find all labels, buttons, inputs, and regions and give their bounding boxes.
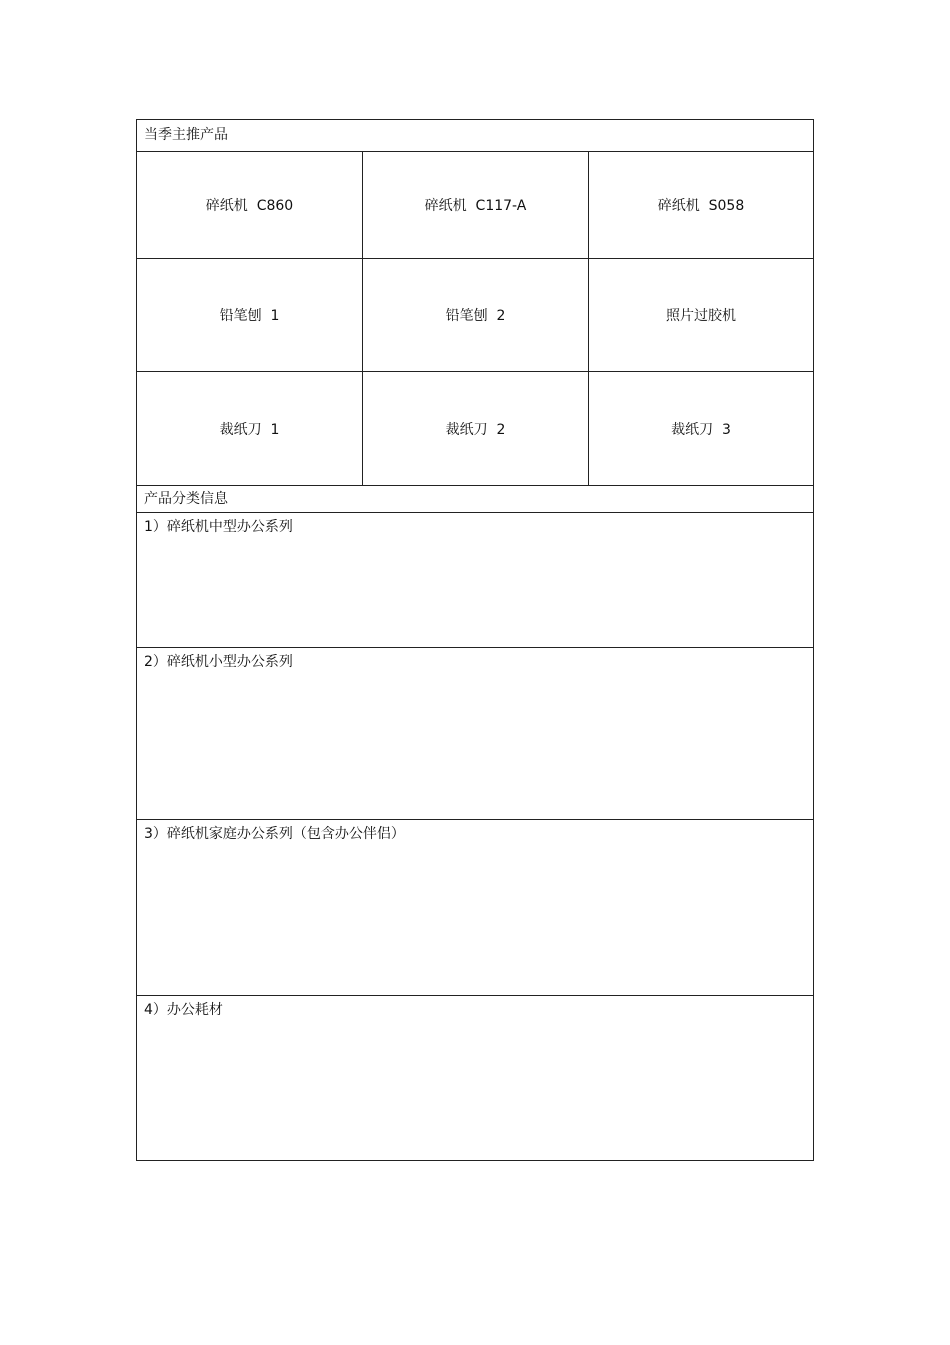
product-label: 裁纸刀 1 — [219, 421, 280, 438]
featured-row-3 — [137, 372, 813, 486]
product-label: 铅笔刨 1 — [219, 308, 280, 324]
featured-row-1 — [137, 152, 813, 259]
category-title: 2）碎纸机小型办公系列 — [144, 654, 293, 670]
categories-heading-row — [137, 486, 813, 513]
product-cell — [137, 152, 363, 258]
featured-heading-row — [137, 120, 813, 152]
product-label: 裁纸刀 2 — [445, 421, 506, 438]
featured-heading: 当季主推产品 — [144, 127, 228, 143]
product-label: 裁纸刀 3 — [671, 421, 731, 438]
product-label: 碎纸机 C117-A — [424, 198, 527, 214]
product-cell — [589, 152, 813, 258]
product-cell — [363, 152, 589, 258]
product-label: 碎纸机 S058 — [657, 198, 745, 214]
category-section — [137, 648, 813, 820]
product-cell — [589, 372, 813, 485]
product-cell — [137, 259, 363, 371]
product-label: 铅笔刨 2 — [445, 308, 506, 324]
product-cell — [363, 372, 589, 485]
featured-row-2 — [137, 259, 813, 372]
product-label: 碎纸机 C860 — [205, 198, 294, 214]
category-title: 3）碎纸机家庭办公系列（包含办公伴侣） — [144, 826, 405, 842]
product-label: 照片过胶机 — [666, 308, 736, 324]
category-section — [137, 820, 813, 996]
product-table — [136, 119, 814, 1161]
product-cell — [137, 372, 363, 485]
product-cell — [363, 259, 589, 371]
categories-heading: 产品分类信息 — [144, 491, 228, 507]
category-title: 1）碎纸机中型办公系列 — [144, 519, 293, 535]
category-title: 4）办公耗材 — [144, 1002, 223, 1018]
product-cell — [589, 259, 813, 371]
category-section — [137, 996, 813, 1160]
category-section — [137, 513, 813, 648]
